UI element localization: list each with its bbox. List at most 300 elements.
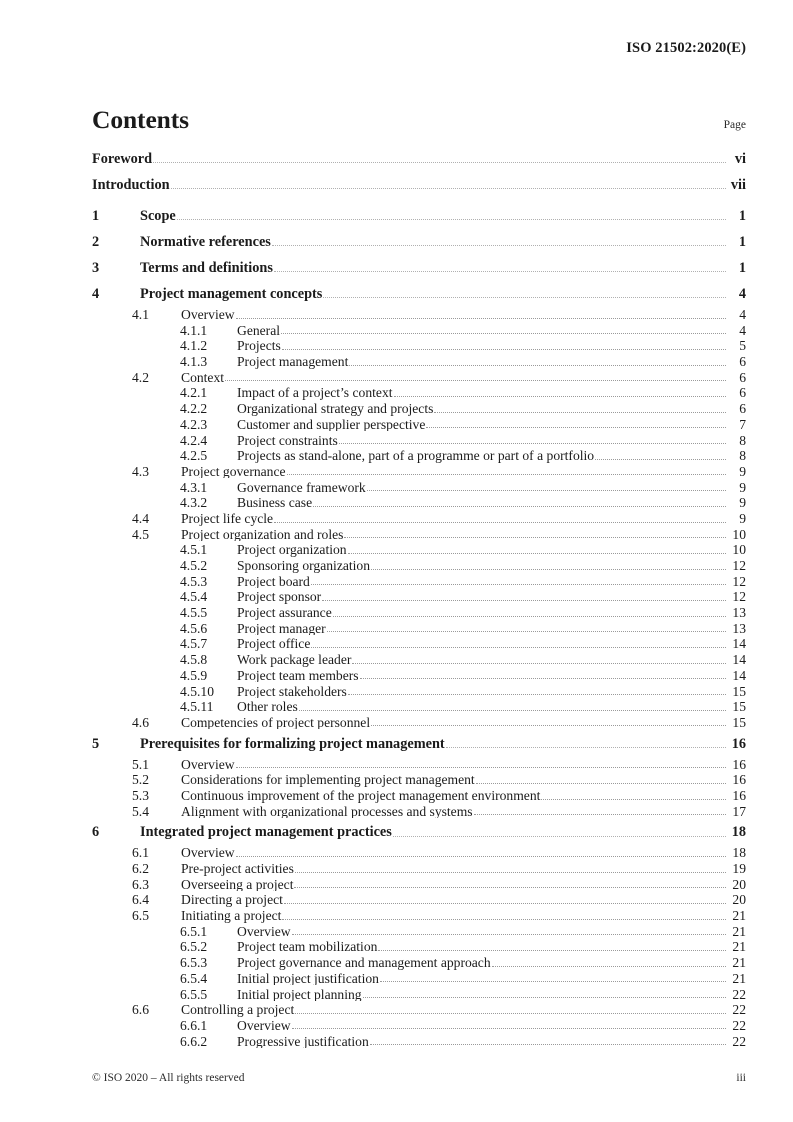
toc-entry-page-number: 10	[732, 542, 746, 558]
toc-dot-leader	[311, 646, 726, 648]
toc-entry-title-wrap	[181, 528, 728, 542]
toc-entry-title-wrap	[237, 434, 728, 448]
toc-entry-page-number: 21	[732, 923, 746, 939]
toc-entry-page-number: 6	[739, 401, 746, 417]
toc-entry-title: Organizational strategy and projects	[237, 402, 434, 416]
toc-entry[interactable]	[92, 862, 746, 878]
toc-entry-title: Integrated project management practices	[140, 825, 392, 840]
toc-entry-title: Projects as stand-alone, part of a programme or part of a portfolio	[237, 449, 595, 463]
toc-entry-title-wrap	[140, 261, 728, 275]
toc-entry-number: 6.6.1	[180, 1017, 208, 1033]
toc-entry-title: Sponsoring organization	[237, 559, 371, 573]
toc-entry[interactable]	[92, 846, 746, 862]
toc-entry-page-number: 14	[732, 636, 746, 652]
toc-entry-title: Project sponsor	[237, 590, 322, 604]
toc-entry-title: Project organization	[237, 543, 347, 557]
toc-entry-number: 4.4	[132, 510, 149, 526]
toc-entry-title: Business case	[237, 496, 313, 510]
toc-dot-leader	[322, 599, 726, 601]
toc-entry-page-number: 22	[732, 1033, 746, 1049]
toc-entry-number: 6.5.3	[180, 955, 208, 971]
toc-entry-title: Overview	[237, 1018, 291, 1033]
toc-entry-title: Other roles	[237, 700, 298, 714]
toc-entry-title-wrap	[181, 909, 728, 923]
toc-entry[interactable]	[92, 308, 746, 324]
toc-entry-page-number: 20	[732, 892, 746, 908]
toc-entry-title: Project team members	[237, 668, 359, 683]
toc-dot-leader	[292, 933, 726, 935]
toc-entry-number: 6	[92, 824, 100, 841]
toc-entry-page-number: 8	[739, 448, 746, 464]
toc-entry-title-wrap	[237, 496, 728, 510]
toc-entry-page-number: 21	[732, 908, 746, 924]
toc-dot-leader	[287, 473, 726, 475]
toc-entry-title: Project management concepts	[140, 287, 323, 302]
toc-entry-page-number: 22	[732, 1017, 746, 1033]
toc-entry-number: 4.2.2	[180, 401, 208, 417]
toc-entry-title: Directing a project	[181, 893, 283, 907]
toc-entry-page-number: 5	[739, 338, 746, 354]
toc-entry-title-wrap	[140, 209, 728, 223]
toc-entry-page-number: 8	[739, 432, 746, 448]
toc-entry-page-number: 1	[738, 208, 746, 224]
toc-entry-page-number: 15	[732, 714, 746, 730]
toc-dot-leader	[595, 458, 726, 460]
toc-entry[interactable]	[92, 512, 746, 528]
toc-entry[interactable]	[92, 893, 746, 909]
toc-entry[interactable]	[92, 371, 746, 387]
toc-entry-number: 4.2.5	[180, 448, 208, 464]
toc-entry-page-number: 21	[732, 970, 746, 986]
toc-entry-title: Overview	[237, 924, 291, 939]
toc-dot-leader	[380, 980, 726, 982]
toc-entry-number: 4.3.2	[180, 495, 208, 511]
toc-entry-title: Impact of a project’s context	[237, 386, 393, 401]
toc-entry-title: Project team mobilization	[237, 940, 378, 955]
toc-entry-page-number: 10	[732, 526, 746, 542]
toc-entry[interactable]	[92, 789, 746, 805]
toc-entry-number: 4.5.9	[180, 667, 208, 683]
table-of-contents	[92, 152, 746, 1050]
toc-entry[interactable]	[92, 386, 746, 402]
toc-entry[interactable]	[92, 418, 746, 434]
toc-entry[interactable]	[92, 449, 746, 465]
toc-entry-number: 5.4	[132, 803, 149, 819]
toc-entry-number: 6.5.4	[180, 970, 208, 986]
toc-entry-title-wrap	[140, 287, 728, 301]
toc-entry-page-number: vi	[734, 151, 746, 167]
toc-entry-title-wrap	[92, 152, 728, 166]
toc-entry-page-number: 1	[738, 234, 746, 250]
toc-entry-title-wrap	[181, 878, 728, 892]
toc-dot-leader	[393, 835, 726, 837]
toc-entry-title: Governance framework	[237, 480, 366, 495]
toc-entry-title: Project board	[237, 574, 310, 589]
toc-entry-title: Considerations for implementing project management	[181, 773, 475, 787]
toc-entry-title-wrap	[181, 805, 728, 819]
toc-entry-number: 4.3	[132, 463, 149, 479]
toc-entry-page-number: 9	[739, 510, 746, 526]
toc-entry[interactable]	[92, 988, 746, 1004]
toc-entry-number: 6.5.2	[180, 939, 208, 955]
toc-entry-title: Introduction	[92, 178, 170, 193]
toc-entry-page-number: 19	[732, 861, 746, 876]
toc-dot-leader	[236, 317, 726, 319]
toc-entry-number: 4.5.11	[180, 699, 214, 715]
toc-entry-page-number: 12	[732, 573, 746, 589]
toc-entry-title-wrap	[181, 512, 728, 526]
toc-entry-number: 4	[92, 286, 100, 302]
toc-entry-title-wrap	[181, 758, 728, 772]
toc-entry-title-wrap	[237, 988, 728, 1002]
toc-entry-title: Project manager	[237, 621, 326, 636]
toc-entry[interactable]	[92, 700, 746, 716]
toc-entry-title-wrap	[237, 324, 728, 338]
toc-entry-number: 4.5.1	[180, 542, 208, 558]
toc-dot-leader	[371, 568, 726, 570]
toc-entry-title: Overview	[181, 308, 235, 322]
toc-entry[interactable]	[92, 590, 746, 606]
toc-entry[interactable]	[92, 355, 746, 371]
toc-entry[interactable]	[92, 825, 746, 846]
toc-entry-number: 4.2.1	[180, 385, 208, 401]
toc-entry-number: 4.2.3	[180, 416, 208, 432]
toc-entry-number: 6.1	[132, 845, 149, 861]
toc-entry-title-wrap	[237, 418, 728, 432]
toc-entry-number: 4.5.5	[180, 605, 208, 621]
toc-dot-leader	[344, 536, 726, 538]
toc-entry-title: Projects	[237, 339, 281, 353]
toc-entry-title-wrap	[237, 386, 728, 400]
toc-dot-leader	[352, 662, 726, 664]
toc-entry-title: Initial project justification	[237, 971, 379, 986]
toc-entry-page-number: 9	[739, 479, 746, 495]
toc-dot-leader	[339, 442, 726, 444]
toc-entry-page-number: vii	[730, 177, 746, 193]
toc-entry-number: 4.1.3	[180, 354, 208, 370]
toc-entry-number: 4.1.1	[180, 322, 208, 338]
toc-entry[interactable]	[92, 178, 746, 204]
toc-entry-number: 5	[92, 735, 100, 752]
toc-entry-title: Overseeing a project	[181, 877, 294, 892]
toc-entry-title-wrap	[92, 178, 728, 192]
toc-entry-page-number: 14	[732, 667, 746, 683]
toc-entry-title-wrap	[140, 235, 728, 249]
toc-entry[interactable]	[92, 402, 746, 418]
toc-entry-title: Alignment with organizational processes and systems	[181, 804, 473, 819]
toc-entry[interactable]	[92, 465, 746, 481]
toc-entry-number: 3	[92, 260, 100, 276]
toc-entry-title: Customer and supplier perspective	[237, 417, 426, 432]
toc-entry-title-wrap	[237, 355, 728, 369]
toc-dot-leader	[371, 724, 726, 726]
toc-entry-page-number: 4	[739, 322, 746, 338]
toc-entry-title: Competencies of project personnel	[181, 715, 371, 730]
toc-entry-title-wrap	[237, 925, 728, 939]
document-footer	[92, 1072, 746, 1084]
toc-entry[interactable]	[92, 496, 746, 512]
toc-dot-leader	[327, 630, 726, 632]
toc-entry-title-wrap	[181, 371, 728, 385]
toc-entry-number: 4.6	[132, 714, 149, 730]
toc-entry[interactable]	[92, 528, 746, 544]
toc-entry-page-number: 16	[732, 787, 746, 803]
toc-entry-title-wrap	[181, 308, 728, 322]
toc-dot-leader	[284, 902, 726, 904]
toc-entry-title: Progressive justification	[237, 1034, 369, 1049]
toc-dot-leader	[476, 782, 726, 784]
toc-entry-title-wrap	[237, 622, 728, 636]
document-header-standard-ref: ISO 21502:2020(E)	[626, 40, 746, 56]
toc-entry[interactable]	[92, 909, 746, 925]
toc-entry-number: 5.1	[132, 756, 149, 772]
toc-entry-title: Project governance and management approach	[237, 956, 491, 970]
toc-entry-page-number: 16	[731, 735, 746, 752]
toc-dot-leader	[541, 798, 726, 800]
toc-dot-leader	[313, 505, 726, 507]
toc-entry-title: Project constraints	[237, 433, 338, 448]
toc-entry-title-wrap	[237, 669, 728, 683]
toc-entry[interactable]	[92, 1003, 746, 1019]
toc-dot-leader	[294, 886, 726, 888]
footer-page-number: iii	[736, 1072, 746, 1084]
toc-entry-page-number: 1	[738, 260, 746, 276]
toc-entry[interactable]	[92, 669, 746, 685]
toc-entry-page-number: 16	[732, 756, 746, 772]
toc-entry-page-number: 14	[732, 652, 746, 668]
toc-entry-title: Continuous improvement of the project management environment	[181, 788, 541, 803]
toc-entry-number: 5.3	[132, 787, 149, 803]
toc-dot-leader	[363, 996, 726, 998]
toc-entry[interactable]	[92, 152, 746, 178]
toc-entry[interactable]	[92, 972, 746, 988]
toc-dot-leader	[225, 379, 726, 381]
toc-dot-leader	[426, 426, 726, 428]
toc-entry-title-wrap	[237, 637, 728, 651]
toc-entry-number: 4.5.6	[180, 620, 208, 636]
toc-entry-title-wrap	[237, 590, 728, 604]
toc-entry-title: Project management	[237, 355, 349, 369]
toc-entry-title: Controlling a project	[181, 1003, 295, 1017]
toc-entry-number: 6.3	[132, 876, 149, 892]
toc-entry[interactable]	[92, 940, 746, 956]
toc-entry[interactable]	[92, 685, 746, 701]
toc-dot-leader	[281, 332, 726, 334]
toc-dot-leader	[323, 296, 726, 298]
toc-entry-number: 6.5.1	[180, 923, 208, 939]
toc-entry-page-number: 18	[731, 824, 746, 841]
toc-entry[interactable]	[92, 653, 746, 669]
toc-dot-leader	[295, 871, 726, 873]
toc-dot-leader	[370, 1043, 726, 1045]
toc-entry[interactable]	[92, 235, 746, 256]
toc-entry[interactable]	[92, 606, 746, 622]
toc-entry-title-wrap	[237, 575, 728, 589]
toc-entry-title: Project organization and roles	[181, 527, 344, 542]
toc-entry-number: 4.5.7	[180, 636, 208, 652]
toc-entry[interactable]	[92, 805, 746, 821]
toc-dot-leader	[367, 489, 726, 491]
toc-entry[interactable]	[92, 925, 746, 941]
toc-entry-title: Scope	[140, 209, 176, 224]
toc-dot-leader	[272, 244, 726, 246]
toc-entry-title: Foreword	[92, 152, 153, 167]
toc-dot-leader	[236, 855, 726, 857]
toc-dot-leader	[282, 348, 726, 350]
toc-dot-leader	[311, 583, 726, 585]
toc-entry-title: Project governance	[181, 464, 286, 479]
toc-entry-title: Context	[181, 370, 225, 385]
toc-entry-page-number: 9	[739, 463, 746, 479]
toc-entry-number: 6.4	[132, 892, 149, 908]
toc-dot-leader	[292, 1027, 726, 1029]
toc-entry-title-wrap	[181, 846, 728, 860]
toc-entry-page-number: 13	[732, 620, 746, 636]
toc-entry-number: 4.3.1	[180, 479, 208, 495]
toc-entry-number: 6.5.5	[180, 986, 208, 1002]
toc-entry[interactable]	[92, 434, 746, 450]
toc-entry[interactable]	[92, 261, 746, 282]
toc-entry-page-number: 6	[739, 369, 746, 385]
toc-entry[interactable]	[92, 559, 746, 575]
toc-dot-leader	[153, 161, 726, 163]
toc-entry-title: Project stakeholders	[237, 684, 347, 699]
toc-entry-title-wrap	[237, 956, 728, 970]
toc-entry-page-number: 9	[739, 495, 746, 511]
toc-entry-title: Initial project planning	[237, 987, 362, 1002]
toc-entry[interactable]	[92, 209, 746, 230]
toc-entry-title-wrap	[237, 339, 728, 353]
toc-entry[interactable]	[92, 637, 746, 653]
toc-entry-page-number: 13	[732, 605, 746, 621]
toc-entry-title: Overview	[181, 846, 235, 860]
toc-entry-number: 4.5.3	[180, 573, 208, 589]
contents-title-row	[92, 105, 746, 135]
toc-entry-page-number: 6	[739, 385, 746, 401]
toc-entry[interactable]	[92, 716, 746, 732]
toc-entry-title-wrap	[237, 1019, 728, 1033]
toc-entry-title: Project assurance	[237, 606, 332, 620]
toc-entry-title-wrap	[181, 789, 728, 803]
toc-entry[interactable]	[92, 324, 746, 340]
page-title: Contents	[92, 105, 189, 134]
toc-entry-page-number: 18	[732, 845, 746, 861]
toc-entry-title: Pre-project activities	[181, 862, 294, 876]
toc-entry-title-wrap	[181, 465, 728, 479]
toc-entry-title: Work package leader	[237, 653, 352, 667]
toc-entry[interactable]	[92, 575, 746, 591]
toc-entry-page-number: 7	[739, 416, 746, 432]
toc-entry-page-number: 4	[738, 286, 746, 302]
toc-dot-leader	[394, 395, 726, 397]
toc-entry-title-wrap	[237, 481, 728, 495]
toc-entry-number: 4.2.4	[180, 432, 208, 448]
toc-dot-leader	[360, 677, 726, 679]
toc-dot-leader	[349, 364, 726, 366]
toc-entry-page-number: 15	[732, 699, 746, 715]
toc-entry-page-number: 6	[739, 354, 746, 370]
toc-entry-page-number: 22	[732, 1002, 746, 1018]
toc-entry-title: Terms and definitions	[140, 261, 273, 276]
toc-entry-title-wrap	[181, 716, 728, 730]
toc-entry-number: 4.5.10	[180, 683, 214, 699]
toc-entry-title-wrap	[237, 606, 728, 620]
toc-entry[interactable]	[92, 758, 746, 774]
toc-dot-leader	[236, 766, 726, 768]
toc-entry[interactable]	[92, 287, 746, 308]
toc-entry-page-number: 4	[739, 307, 746, 322]
toc-entry[interactable]	[92, 1035, 746, 1051]
toc-entry-number: 4.1	[132, 307, 149, 322]
toc-dot-leader	[434, 411, 726, 413]
toc-entry-page-number: 12	[732, 558, 746, 573]
toc-entry-title-wrap	[237, 1035, 728, 1049]
toc-entry-title-wrap	[237, 700, 728, 714]
toc-dot-leader	[282, 918, 726, 920]
toc-entry-title-wrap	[181, 1003, 728, 1017]
toc-entry-title: Project life cycle	[181, 511, 274, 526]
toc-entry[interactable]	[92, 481, 746, 497]
toc-entry-page-number: 22	[732, 986, 746, 1002]
toc-entry[interactable]	[92, 956, 746, 972]
page-column-header: Page	[723, 119, 746, 131]
toc-entry-page-number: 21	[732, 955, 746, 971]
toc-entry-page-number: 17	[732, 803, 746, 819]
toc-dot-leader	[295, 1012, 726, 1014]
toc-entry[interactable]	[92, 737, 746, 758]
toc-dot-leader	[333, 615, 726, 617]
toc-entry[interactable]	[92, 1019, 746, 1035]
toc-dot-leader	[299, 709, 726, 711]
toc-dot-leader	[446, 746, 726, 748]
toc-entry-title: Initiating a project	[181, 909, 282, 923]
toc-entry-number: 4.5.2	[180, 558, 208, 573]
toc-entry-title-wrap	[140, 737, 728, 751]
toc-entry-title-wrap	[181, 773, 728, 787]
toc-dot-leader	[274, 521, 726, 523]
toc-entry-title-wrap	[181, 862, 728, 876]
toc-dot-leader	[492, 965, 726, 967]
toc-entry-number: 4.5.4	[180, 589, 208, 605]
toc-entry-title-wrap	[237, 685, 728, 699]
toc-entry-title-wrap	[237, 543, 728, 557]
toc-dot-leader	[177, 218, 726, 220]
toc-entry-page-number: 15	[732, 683, 746, 699]
toc-entry[interactable]	[92, 622, 746, 638]
toc-entry-number: 2	[92, 234, 100, 250]
toc-entry-page-number: 16	[732, 772, 746, 788]
toc-dot-leader	[474, 813, 726, 815]
toc-entry-title-wrap	[140, 825, 728, 839]
toc-entry-number: 1	[92, 208, 100, 224]
toc-entry-number: 6.2	[132, 861, 149, 876]
toc-entry-number: 4.1.2	[180, 338, 208, 354]
toc-entry-title-wrap	[237, 402, 728, 416]
toc-entry[interactable]	[92, 339, 746, 355]
toc-dot-leader	[348, 693, 726, 695]
toc-entry[interactable]	[92, 773, 746, 789]
toc-entry[interactable]	[92, 878, 746, 894]
toc-entry-title: General	[237, 323, 281, 338]
toc-entry-title: Project office	[237, 637, 311, 652]
toc-entry-title-wrap	[237, 972, 728, 986]
toc-entry-page-number: 20	[732, 876, 746, 892]
toc-entry-page-number: 12	[732, 589, 746, 605]
toc-dot-leader	[378, 949, 726, 951]
toc-entry-number: 4.5.8	[180, 652, 208, 668]
toc-entry[interactable]	[92, 543, 746, 559]
toc-entry-title-wrap	[181, 893, 728, 907]
